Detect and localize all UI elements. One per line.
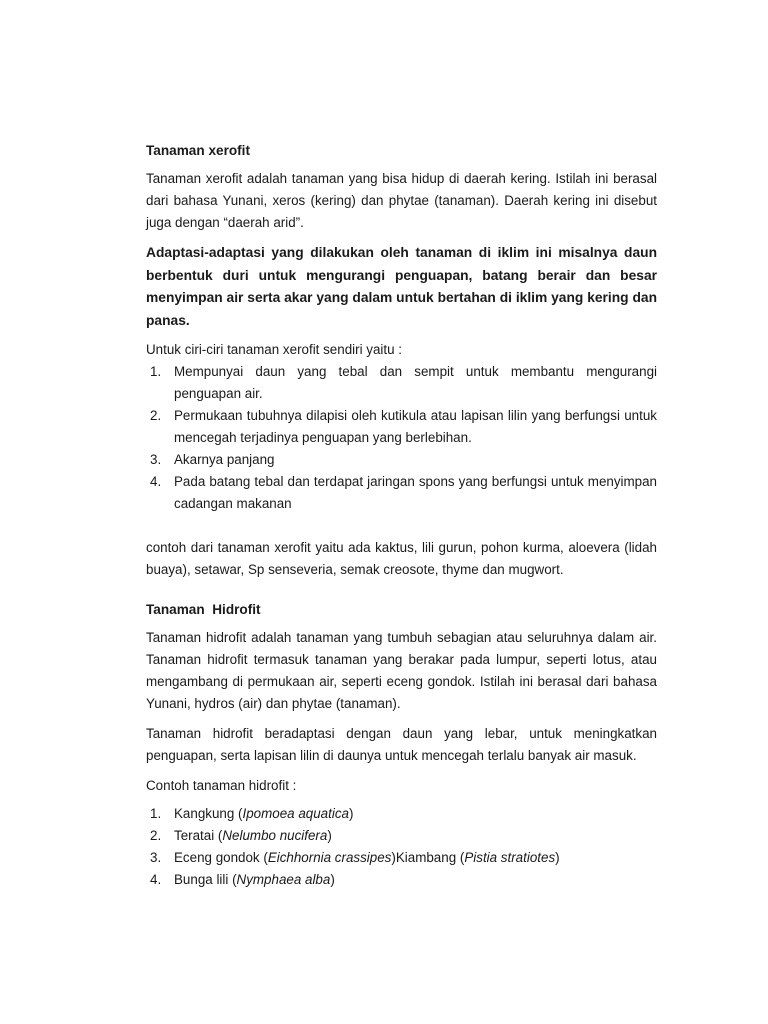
hidrofit-adaptation-paragraph: Tanaman hidrofit beradaptasi dengan daun yang lebar, untuk meningkatkan penguapan, serta lapisan lilin di daunya untuk mencegah terlalu banyak air masuk.	[146, 726, 657, 763]
latin-name: Ipomoea aquatica	[242, 806, 349, 821]
paren-open: (	[259, 850, 268, 865]
paren-close: )	[555, 850, 560, 865]
list-number: 2.	[150, 828, 162, 843]
list-item	[146, 847, 657, 869]
plant-name: Eceng gondok	[174, 850, 260, 865]
plant-name: Bunga lili	[174, 872, 229, 887]
list-item-text: Pada batang tebal dan terdapat jaringan spons yang berfungsi untuk menyimpan cadangan makanan	[174, 474, 657, 511]
list-item	[146, 449, 657, 471]
spacer	[146, 515, 657, 537]
paren-close: )	[330, 872, 335, 887]
list-number: 2.	[150, 408, 162, 423]
xerofit-traits-intro: Untuk ciri-ciri tanaman xerofit sendiri yaitu :	[146, 342, 402, 357]
list-item	[146, 471, 657, 515]
hidrofit-examples-intro: Contoh tanaman hidrofit :	[146, 778, 297, 793]
list-number: 3.	[150, 850, 162, 865]
list-item	[146, 803, 657, 825]
plant-name: Kiambang	[395, 850, 457, 865]
xerofit-traits-list	[146, 361, 657, 515]
list-item-text: Mempunyai daun yang tebal dan sempit untuk membantu mengurangi penguapan air.	[174, 364, 657, 401]
paren-open: (	[228, 872, 237, 887]
paren-open: (	[456, 850, 465, 865]
xerofit-intro-paragraph: Tanaman xerofit adalah tanaman yang bisa hidup di daerah kering. Istilah ini berasal dari bahasa Yunani, xeros (kering) dan phytae (tanaman). Daerah kering ini disebut juga dengan “daerah arid”.	[146, 171, 657, 230]
list-item-text: Permukaan tubuhnya dilapisi oleh kutikula atau lapisan lilin yang berfungsi untuk mencegah terjadinya penguapan yang berlebihan.	[174, 408, 657, 445]
hidrofit-examples-list	[146, 803, 657, 891]
section-heading-xerofit: Tanaman xerofit	[146, 143, 250, 158]
xerofit-examples-paragraph: contoh dari tanaman xerofit yaitu ada kaktus, lili gurun, pohon kurma, aloevera (lidah buaya), setawar, Sp senseveria, semak creosote, thyme dan mugwort.	[146, 540, 657, 577]
list-number: 1.	[150, 806, 162, 821]
list-item	[146, 825, 657, 847]
list-number: 3.	[150, 452, 162, 467]
paren-close: )	[348, 806, 354, 821]
list-number: 4.	[150, 872, 162, 887]
list-item-text: Akarnya panjang	[174, 452, 275, 467]
list-item	[146, 405, 657, 449]
latin-name: Nymphaea alba	[236, 872, 331, 887]
list-number: 4.	[150, 474, 162, 489]
list-item	[146, 361, 657, 405]
latin-name: Pistia stratiotes	[464, 850, 556, 865]
plant-name: Teratai	[174, 828, 215, 843]
paren-open: (	[214, 828, 223, 843]
paren-open: (	[234, 806, 243, 821]
latin-name: Nelumbo nucifera	[222, 828, 328, 843]
document-page	[146, 140, 657, 891]
plant-name: Kangkung	[174, 806, 235, 821]
list-number: 1.	[150, 364, 162, 379]
latin-name: Eichhornia crassipes	[267, 850, 392, 865]
list-item	[146, 869, 657, 891]
paren-close: )	[391, 850, 396, 865]
xerofit-adaptation-paragraph: Adaptasi-adaptasi yang dilakukan oleh tanaman di iklim ini misalnya daun berbentuk duri untuk mengurangi penguapan, batang berair dan besar menyimpan air serta akar yang dalam untuk bertahan di iklim yang kering dan panas.	[146, 245, 657, 328]
paren-close: )	[327, 828, 332, 843]
section-heading-hidrofit: Tanaman Hidrofit	[146, 602, 261, 617]
hidrofit-intro-paragraph: Tanaman hidrofit adalah tanaman yang tumbuh sebagian atau seluruhnya dalam air. Tanaman hidrofit termasuk tanaman yang berakar pada lumpur, seperti lotus, atau mengambang di permukaan air, seperti eceng gondok. Istilah ini berasal dari bahasa Yunani, hydros (air) dan phytae (tanaman).	[146, 630, 657, 711]
